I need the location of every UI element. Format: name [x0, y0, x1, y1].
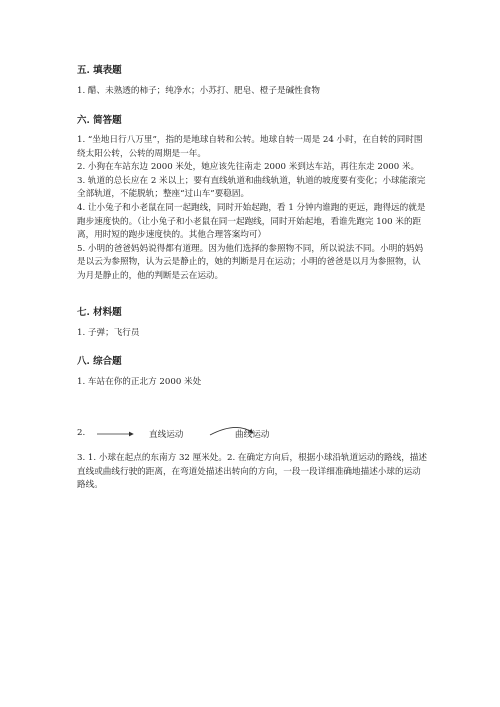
section-5-answer-1: [77, 85, 429, 99]
answer-item-5: 5. 小明的爸爸妈妈说得都有道理。因为他们选择的参照物不同，所以说法不同。小明的妈妈是以云为参照物，认为云是静止的，她的判断是月在运动；小明的爸爸是以月为参照物，认为月是静止的，他的判断是云在运动。: [77, 243, 424, 281]
curve-motion-label: 曲线运动: [235, 430, 270, 440]
section-6-title: 六. 简答题: [77, 115, 122, 126]
answer-text: 3. 1. 小球在起点的东南方 32 厘米处。2. 在确定方向后，根据小球沿轨道运动的路线，描述直线或曲线行驶的距离，在弯道处描述出转向的方向，一段一段详细准确地描述小球的运动路线。: [77, 453, 427, 491]
motion-diagram: [77, 425, 429, 441]
section-6-answers: [77, 134, 429, 284]
section-8-answer-1: [77, 376, 429, 390]
answer-item-4: 4. 让小兔子和小老鼠在同一起跑线，同时开始起跑，看 1 分钟内谁跑的更远，跑得远的就是跑步速度快的。（让小兔子和小老鼠在同一起跑线，同时开始起地，看谁先跑完 100 米的距离，用时短的跑步速度快的。其他合理答案均可）: [77, 202, 426, 241]
section-7-title: 七. 材料题: [77, 307, 122, 318]
answer-item-1: 1. “坐地日行八万里”，指的是地球自转和公转。地球自转一周是 24 小时，在自转的同时围绕太阳公转，公转的周期是一年。: [77, 135, 423, 159]
answer-text: 1. 车站在你的正北方 2000 米处: [77, 377, 202, 387]
straight-motion-label: 直线运动: [149, 430, 184, 440]
section-8-answer-3: [77, 452, 429, 493]
answer-item-3: 3. 轨道的总长应在 2 米以上；要有直线轨道和曲线轨道，轨道的坡度要有变化；小球能滚完全部轨道，不能脱轨；整座“过山车”要稳固。: [77, 175, 426, 200]
answer-text: 1. 醋、未熟透的柿子；纯净水；小苏打、肥皂、橙子是碱性食物: [77, 86, 320, 96]
answer-text: 1. 子弹；飞行员: [77, 328, 140, 338]
section-5-title: 五. 填表题: [77, 65, 122, 76]
answer-item-2: 2. 小狗在车站东边 2000 米处，她应该先往南走 2000 米到达车站，再往东走 2000 米。: [77, 162, 420, 173]
section-7-answer-1: [77, 327, 429, 341]
section-8-title: 八. 综合题: [77, 356, 122, 367]
item-number: 2.: [77, 428, 86, 438]
